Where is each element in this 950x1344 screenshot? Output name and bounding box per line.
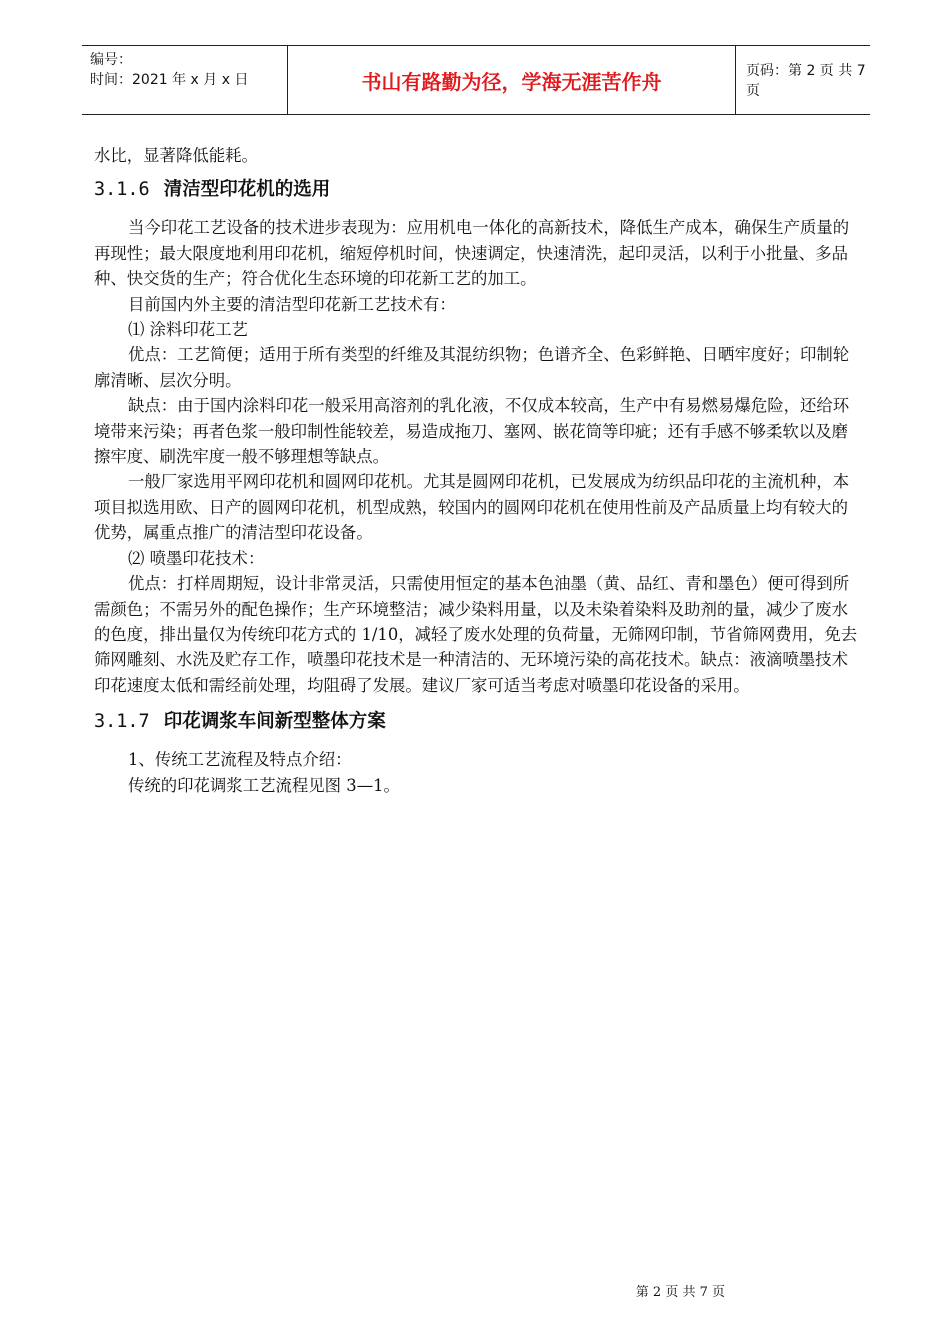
section-title: 清洁型印花机的选用 [163, 179, 331, 201]
page-footer: 第 2 页 共 7 页 [635, 1285, 725, 1300]
section-heading-3-1-7 [94, 708, 864, 736]
paragraph: 传统的印花调浆工艺流程见图 3—1。 [128, 775, 400, 795]
document-body [94, 143, 864, 798]
section-title: 印花调浆车间新型整体方案 [163, 711, 386, 733]
disadvantages-paragraph: 缺点：由于国内涂料印花一般采用高溶剂的乳化液，不仅成本较高，生产中有易燃易爆危险，还给环境带来污染；再者色浆一般印制性能较差，易造成拖刀、塞网、嵌花筒等印疵；还有手感不够柔软以及磨擦牢度、刷洗牢度一般不够理想等缺点。 [94, 396, 850, 467]
header-motto: 书山有路勤为径，学海无涯苦作舟 [288, 46, 736, 114]
doc-number-label: 编号： [90, 52, 132, 68]
advantages-paragraph: 优点：工艺简便；适用于所有类型的纤维及其混纺织物；色谱齐全、色彩鲜艳、日晒牢度好；印制轮廓清晰、层次分明。 [94, 345, 850, 390]
list-item-title: ⑴ 涂料印花工艺 [128, 320, 248, 340]
header-page-info: 页码：第 2 页 共 7 页 [746, 63, 866, 99]
doc-date-label: 时间：2021 年 x 月 x 日 [90, 72, 249, 88]
paragraph: 优点：打样周期短，设计非常灵活，只需使用恒定的基本色油墨（黄、品红、青和墨色）便可得到所需颜色；不需另外的配色操作；生产环境整洁；减少染料用量，以及未染着染料及助剂的量，减少了废水的色度，排出量仅为传统印花方式的 1/10，减轻了废水处理的负荷量，无筛网印制，节省筛网费用，免去筛网雕刻、水洗及贮存工作，喷墨印花技术是一种清洁的、无环境污染的高花技术。缺点：液滴喷墨技术印花速度太低和需经前处理，均阻碍了发展。建议厂家可适当考虑对喷墨印花设备的采用。 [94, 574, 858, 695]
header-meta [82, 46, 288, 114]
paragraph: 目前国内外主要的清洁型印花新工艺技术有： [128, 294, 456, 314]
paragraph: 当今印花工艺设备的技术进步表现为：应用机电一体化的高新技术，降低生产成本，确保生产质量的再现性；最大限度地利用印花机，缩短停机时间，快速调定，快速清洗，起印灵活，以利于小批量、多品种、快交货的生产；符合优化生态环境的印花新工艺的加工。 [94, 218, 850, 289]
paragraph: 1、传统工艺流程及特点介绍： [128, 750, 352, 770]
list-item-title: ⑵ 喷墨印花技术： [128, 548, 265, 568]
paragraph: 一般厂家选用平网印花机和圆网印花机。尤其是圆网印花机，已发展成为纺织品印花的主流机种，本项目拟选用欧、日产的圆网印花机，机型成熟，较国内的圆网印花机在使用性前及产品质量上均有较大的优势，属重点推广的清洁型印花设备。 [94, 472, 850, 543]
page-header [82, 45, 870, 115]
section-heading-3-1-6 [94, 176, 864, 204]
section-number: 3.1.7 [94, 711, 150, 733]
section-number: 3.1.6 [94, 179, 150, 201]
continuation-text: 水比，显著降低能耗。 [94, 146, 258, 165]
